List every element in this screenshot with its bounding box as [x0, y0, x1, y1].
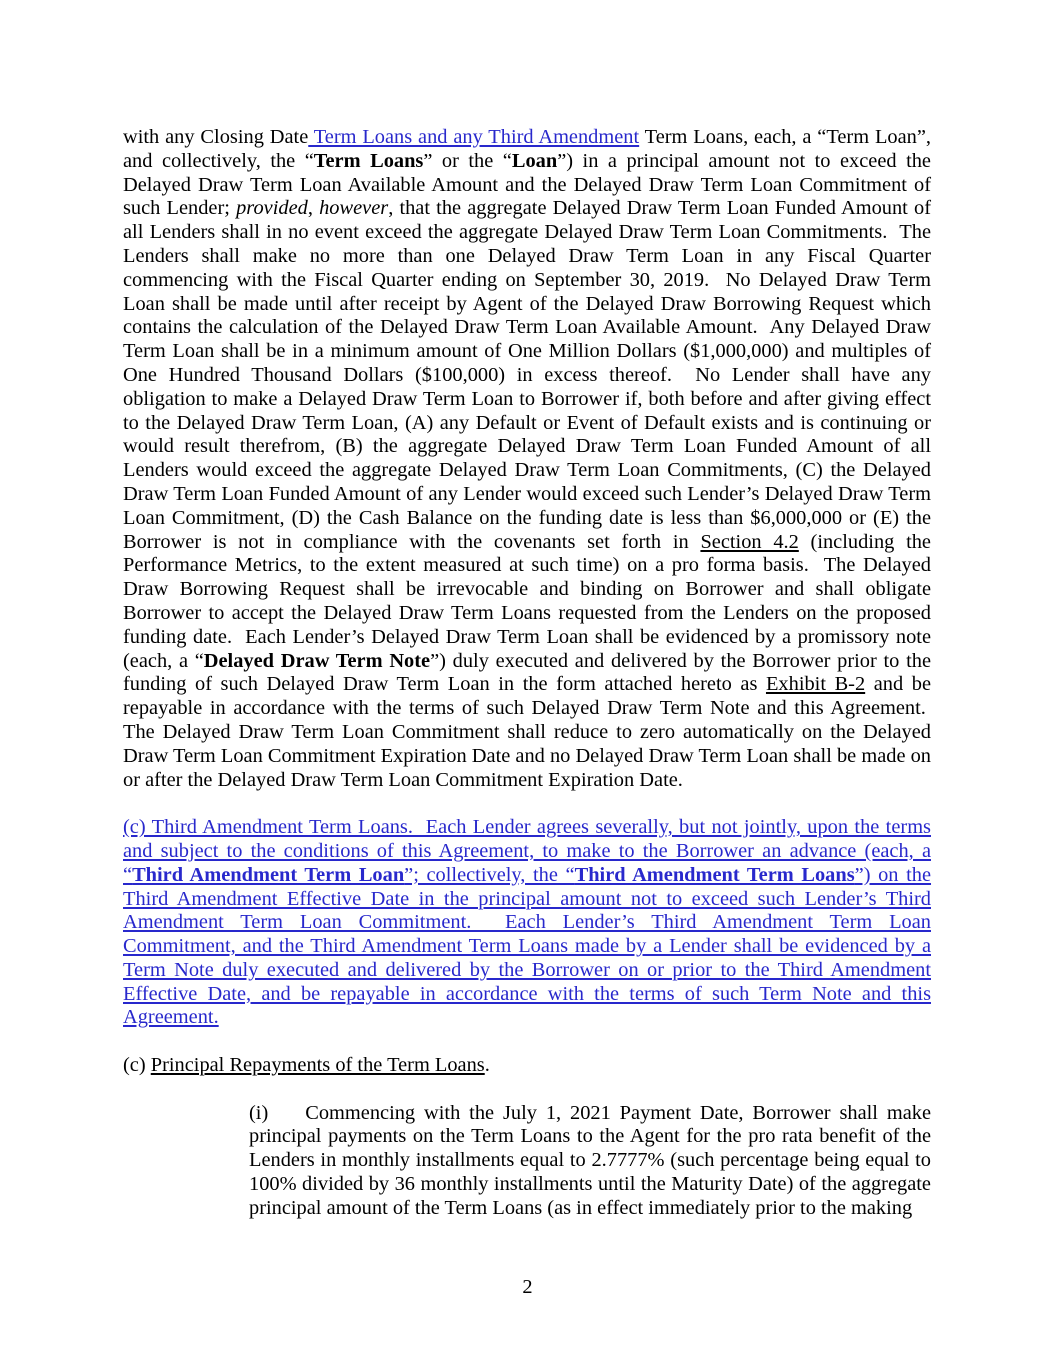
text-run: and be repayable in accordance with the terms of such Delayed Draw Term Note and this Agreement. The Delayed Draw Term Loan Commitment shall reduce to zero automatically on the Delayed Draw Term Loan Commitment Expiration Date and no Delayed Draw Term Loan shall be made on or after the Delayed Draw Term Loan Commitment Expiration Date.: [123, 673, 931, 791]
text-run: .: [484, 1054, 490, 1077]
text-run: Principal Repayments of the Term Loans: [150, 1054, 485, 1077]
text-run: Section 4.2: [700, 530, 799, 553]
text-run: (including the Performance Metrics, to the extent measured at such time) on a pro forma basis. The Delayed Draw Borrowing Request shall be irrevocable and binding on Borrower and shall obligate Borrower to accept the Delayed Draw Term Loans requested from the Lenders on the proposed funding date. Each Lender’s Delayed Draw Term Loan shall be evidenced by a promissory note (each, a “: [123, 530, 931, 672]
text-run: (c): [123, 1054, 151, 1077]
text-run: Third Amendment Term Loans: [574, 863, 855, 886]
text-run: however: [319, 197, 389, 220]
document-body: [123, 126, 931, 1244]
text-run: Exhibit B-2: [765, 673, 866, 696]
text-run: with any Closing Date: [123, 126, 309, 148]
text-run: ” or the “: [423, 149, 512, 172]
text-run: provided: [236, 197, 308, 220]
text-run: Term Loans: [313, 149, 424, 172]
text-run: ”; collectively, the “: [404, 863, 575, 886]
text-run: (c) Third Amendment Term Loans. Each Lender agrees severally, but not jointly, upon the terms and subject to the conditions of this Agreement, to make to the Borrower an advance (each, a “: [123, 816, 931, 886]
text-run: ”) duly executed and delivered by the Borrower prior to the funding of such Delayed Draw Term Loan in the form attached hereto as: [123, 649, 931, 696]
text-run: Delayed Draw Term Note: [203, 649, 431, 672]
text-run: ”) in a principal amount not to exceed the Delayed Draw Term Loan Available Amount and the Delayed Draw Term Loan Commitment of such Lender;: [123, 149, 931, 220]
paragraph-principal-repayments-heading: [123, 1054, 931, 1078]
paragraph-commencing-payments: [249, 1102, 931, 1221]
text-run: Term Loans, each, a “Term Loan”, and collectively, the “: [123, 126, 931, 172]
text-run: Loan: [511, 149, 558, 172]
text-run: Term Loans and any Third Amendment: [308, 126, 640, 148]
paragraph-delayed-draw-term-loans: [123, 126, 931, 792]
text-run: ”) on the Third Amendment Effective Date in the principal amount not to exceed such Lender’s Third Amendment Term Loan Commitment. Each Lender’s Third Amendment Term Loan Commitment, and the Third Amendment Term Loans made by a Lender shall be evidenced by a Term Note duly executed and delivered by the Borrower on or prior to the Third Amendment Effective Date, and be repayable in accordance with the terms of such Term Note and this Agreement.: [123, 863, 932, 1029]
text-run: Commencing with the July 1, 2021 Payment Date, Borrower shall make principal payments on the Term Loans to the Agent for the pro rata benefit of the Lenders in monthly installments equal to 2.7777% (such percentage being equal to 100% divided by 36 monthly installments until the Maturity Date) of the aggregate principal amount of the Term Loans (as in effect immediately prior to the making: [249, 1101, 931, 1219]
text-run: ,: [307, 197, 320, 220]
text-run: , that the aggregate Delayed Draw Term Loan Funded Amount of all Lenders shall in no event exceed the aggregate Delayed Draw Term Loan Commitments. The Lenders shall make no more than one Delayed Draw Term Loan in any Fiscal Quarter commencing with the Fiscal Quarter ending on September 30, 2019. No Delayed Draw Term Loan shall be made until after receipt by Agent of the Delayed Draw Borrowing Request which contains the calculation of the Delayed Draw Term Loan Available Amount. Any Delayed Draw Term Loan shall be in a minimum amount of One Million Dollars ($1,000,000) and multiples of One Hundred Thousand Dollars ($100,000) in excess thereof. No Lender shall have any obligation to make a Delayed Draw Term Loan to Borrower if, both before and after giving effect to the Delayed Draw Term Loan, (A) any Default or Event of Default exists and is continuing or would result therefrom, (B) the aggregate Delayed Draw Term Loan Funded Amount of all Lenders would exceed the aggregate Delayed Draw Term Loan Commitments, (C) the Delayed Draw Term Loan Funded Amount of any Lender would exceed such Lender’s Delayed Draw Term Loan Commitment, (D) the Cash Balance on the funding date is less than $6,000,000 or (E) the Borrower is not in compliance with the covenants set forth in: [123, 197, 931, 553]
page-number: 2: [522, 1276, 533, 1298]
paragraph-third-amendment-term-loans: [123, 816, 931, 1030]
text-run: Third Amendment Term Loan: [132, 863, 405, 886]
text-run: (i): [249, 1101, 269, 1124]
